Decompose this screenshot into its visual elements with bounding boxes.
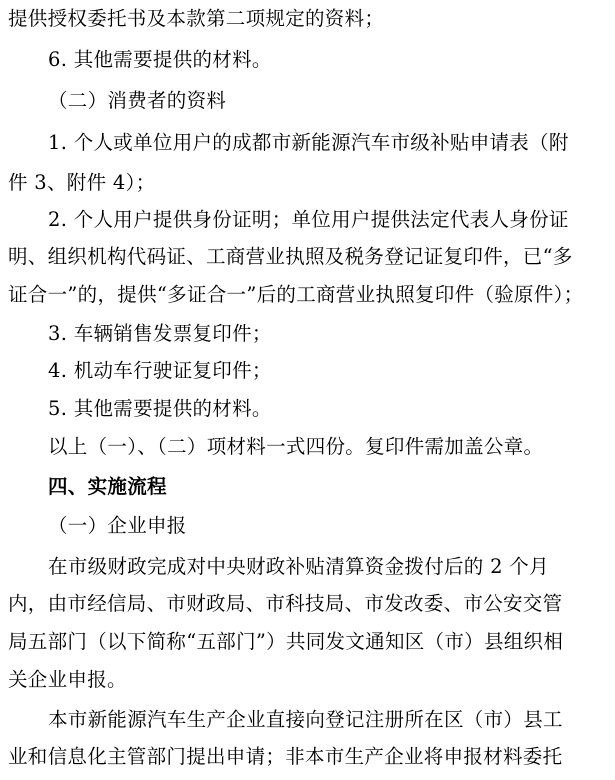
- text-line: 件 3、附件 4）；: [8, 171, 156, 194]
- text-line: 明、组织机构代码证、工商营业执照及税务登记证复印件，已“多: [8, 245, 573, 268]
- text-line: 证合一”的，提供“多证合一”后的工商营业执照复印件（验原件）；: [8, 283, 584, 306]
- subsection-heading: （一）企业申报: [48, 514, 187, 537]
- list-item: 5. 其他需要提供的材料。: [48, 397, 272, 420]
- list-item: 2. 个人用户提供身份证明；单位用户提供法定代表人身份证: [48, 208, 569, 231]
- paragraph-line: 以上（一）、（二）项材料一式四份。复印件需加盖公章。: [48, 435, 544, 458]
- list-item: 1. 个人或单位用户的成都市新能源汽车市级补贴申请表（附: [48, 131, 569, 154]
- subsection-heading: （二）消费者的资料: [48, 89, 227, 112]
- text-line: 提供授权委托书及本款第二项规定的资料；: [8, 7, 385, 30]
- paragraph-line: 局五部门（以下简称“五部门”）共同发文通知区（市）县组织相: [8, 630, 564, 653]
- list-item: 4. 机动车行驶证复印件；: [48, 359, 272, 382]
- paragraph-line: 在市级财政完成对中央财政补贴清算资金拨付后的 2 个月: [48, 555, 549, 578]
- list-item: 3. 车辆销售发票复印件；: [48, 322, 272, 345]
- paragraph-line: 关企业申报。: [8, 668, 127, 691]
- paragraph-line: 业和信息化主管部门提出申请；非本市生产企业将申报材料委托: [8, 745, 563, 768]
- paragraph-line: 本市新能源汽车生产企业直接向登记注册所在区（市）县工: [48, 708, 563, 731]
- section-heading: 四、实施流程: [48, 475, 167, 498]
- list-item: 6. 其他需要提供的材料。: [48, 48, 272, 71]
- paragraph-line: 内，由市经信局、市财政局、市科技局、市发改委、市公安交管: [8, 592, 563, 615]
